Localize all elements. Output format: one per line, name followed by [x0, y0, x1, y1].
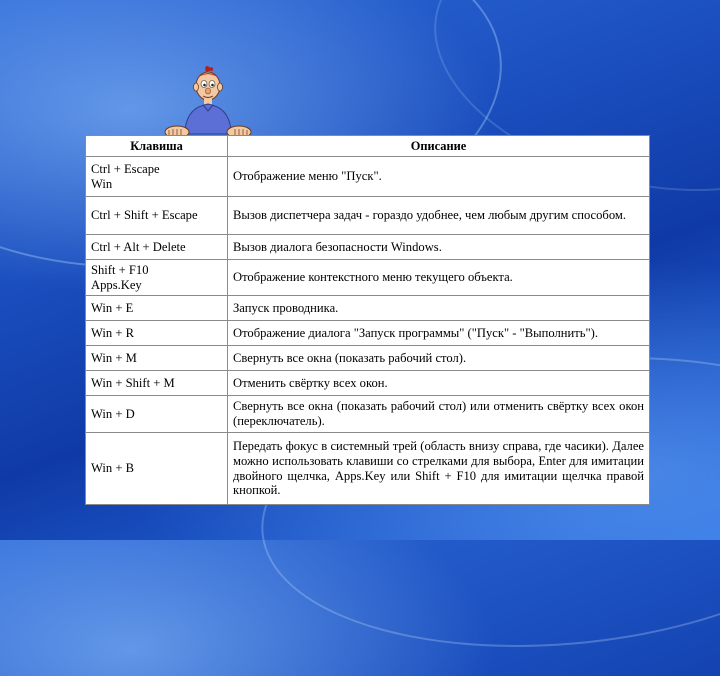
key-text: Ctrl + Escape: [91, 161, 160, 176]
description-cell: Передать фокус в системный трей (область внизу справа, где часики). Далее можно использовать клавиши со стрелками для выбора, Enter для имитации двойного щелчка, Apps.Key или Shift + F10 для имитации щелчка правой кнопкой.: [228, 433, 650, 505]
key-cell: [86, 396, 228, 433]
key-text: Apps.Key: [91, 277, 142, 292]
key-text: Win + R: [91, 325, 134, 340]
header-key: Клавиша: [86, 136, 228, 157]
description-cell: Свернуть все окна (показать рабочий стол).: [228, 346, 650, 371]
description-cell: Отменить свёртку всех окон.: [228, 371, 650, 396]
table-row: [86, 235, 650, 260]
key-cell: [86, 260, 228, 296]
key-text: Ctrl + Alt + Delete: [91, 239, 186, 254]
key-cell: [86, 296, 228, 321]
key-text: Ctrl + Shift + Escape: [91, 208, 198, 223]
key-text: Win: [91, 176, 113, 191]
key-cell: [86, 197, 228, 235]
table-row: [86, 396, 650, 433]
description-cell: Свернуть все окна (показать рабочий стол) или отменить свёртку всех окон (переключатель).: [228, 396, 650, 433]
peeking-cartoon-man-icon: [163, 64, 253, 140]
table-row: [86, 197, 650, 235]
description-cell: Отображение контекстного меню текущего объекта.: [228, 260, 650, 296]
key-text: Shift + F10: [91, 262, 149, 277]
key-cell: [86, 433, 228, 505]
description-cell: Отображение диалога "Запуск программы" ("Пуск" - "Выполнить").: [228, 321, 650, 346]
description-cell: Запуск проводника.: [228, 296, 650, 321]
table-row: [86, 260, 650, 296]
table-row: [86, 371, 650, 396]
key-cell: [86, 157, 228, 197]
hotkeys-table: [85, 135, 650, 505]
table-header-row: [86, 136, 650, 157]
table-row: [86, 433, 650, 505]
description-cell: Вызов диспетчера задач - гораздо удобнее, чем любым другим способом.: [228, 197, 650, 235]
key-cell: [86, 321, 228, 346]
key-cell: [86, 371, 228, 396]
key-cell: [86, 235, 228, 260]
description-cell: Отображение меню "Пуск".: [228, 157, 650, 197]
description-cell: Вызов диалога безопасности Windows.: [228, 235, 650, 260]
table-row: [86, 346, 650, 371]
key-text: Win + B: [91, 461, 134, 476]
table-row: [86, 321, 650, 346]
header-description: Описание: [228, 136, 650, 157]
key-cell: [86, 346, 228, 371]
table-row: [86, 157, 650, 197]
key-text: Win + M: [91, 350, 137, 365]
table-row: [86, 296, 650, 321]
key-text: Win + Shift + M: [91, 375, 175, 390]
key-text: Win + E: [91, 300, 134, 315]
key-text: Win + D: [91, 406, 135, 421]
